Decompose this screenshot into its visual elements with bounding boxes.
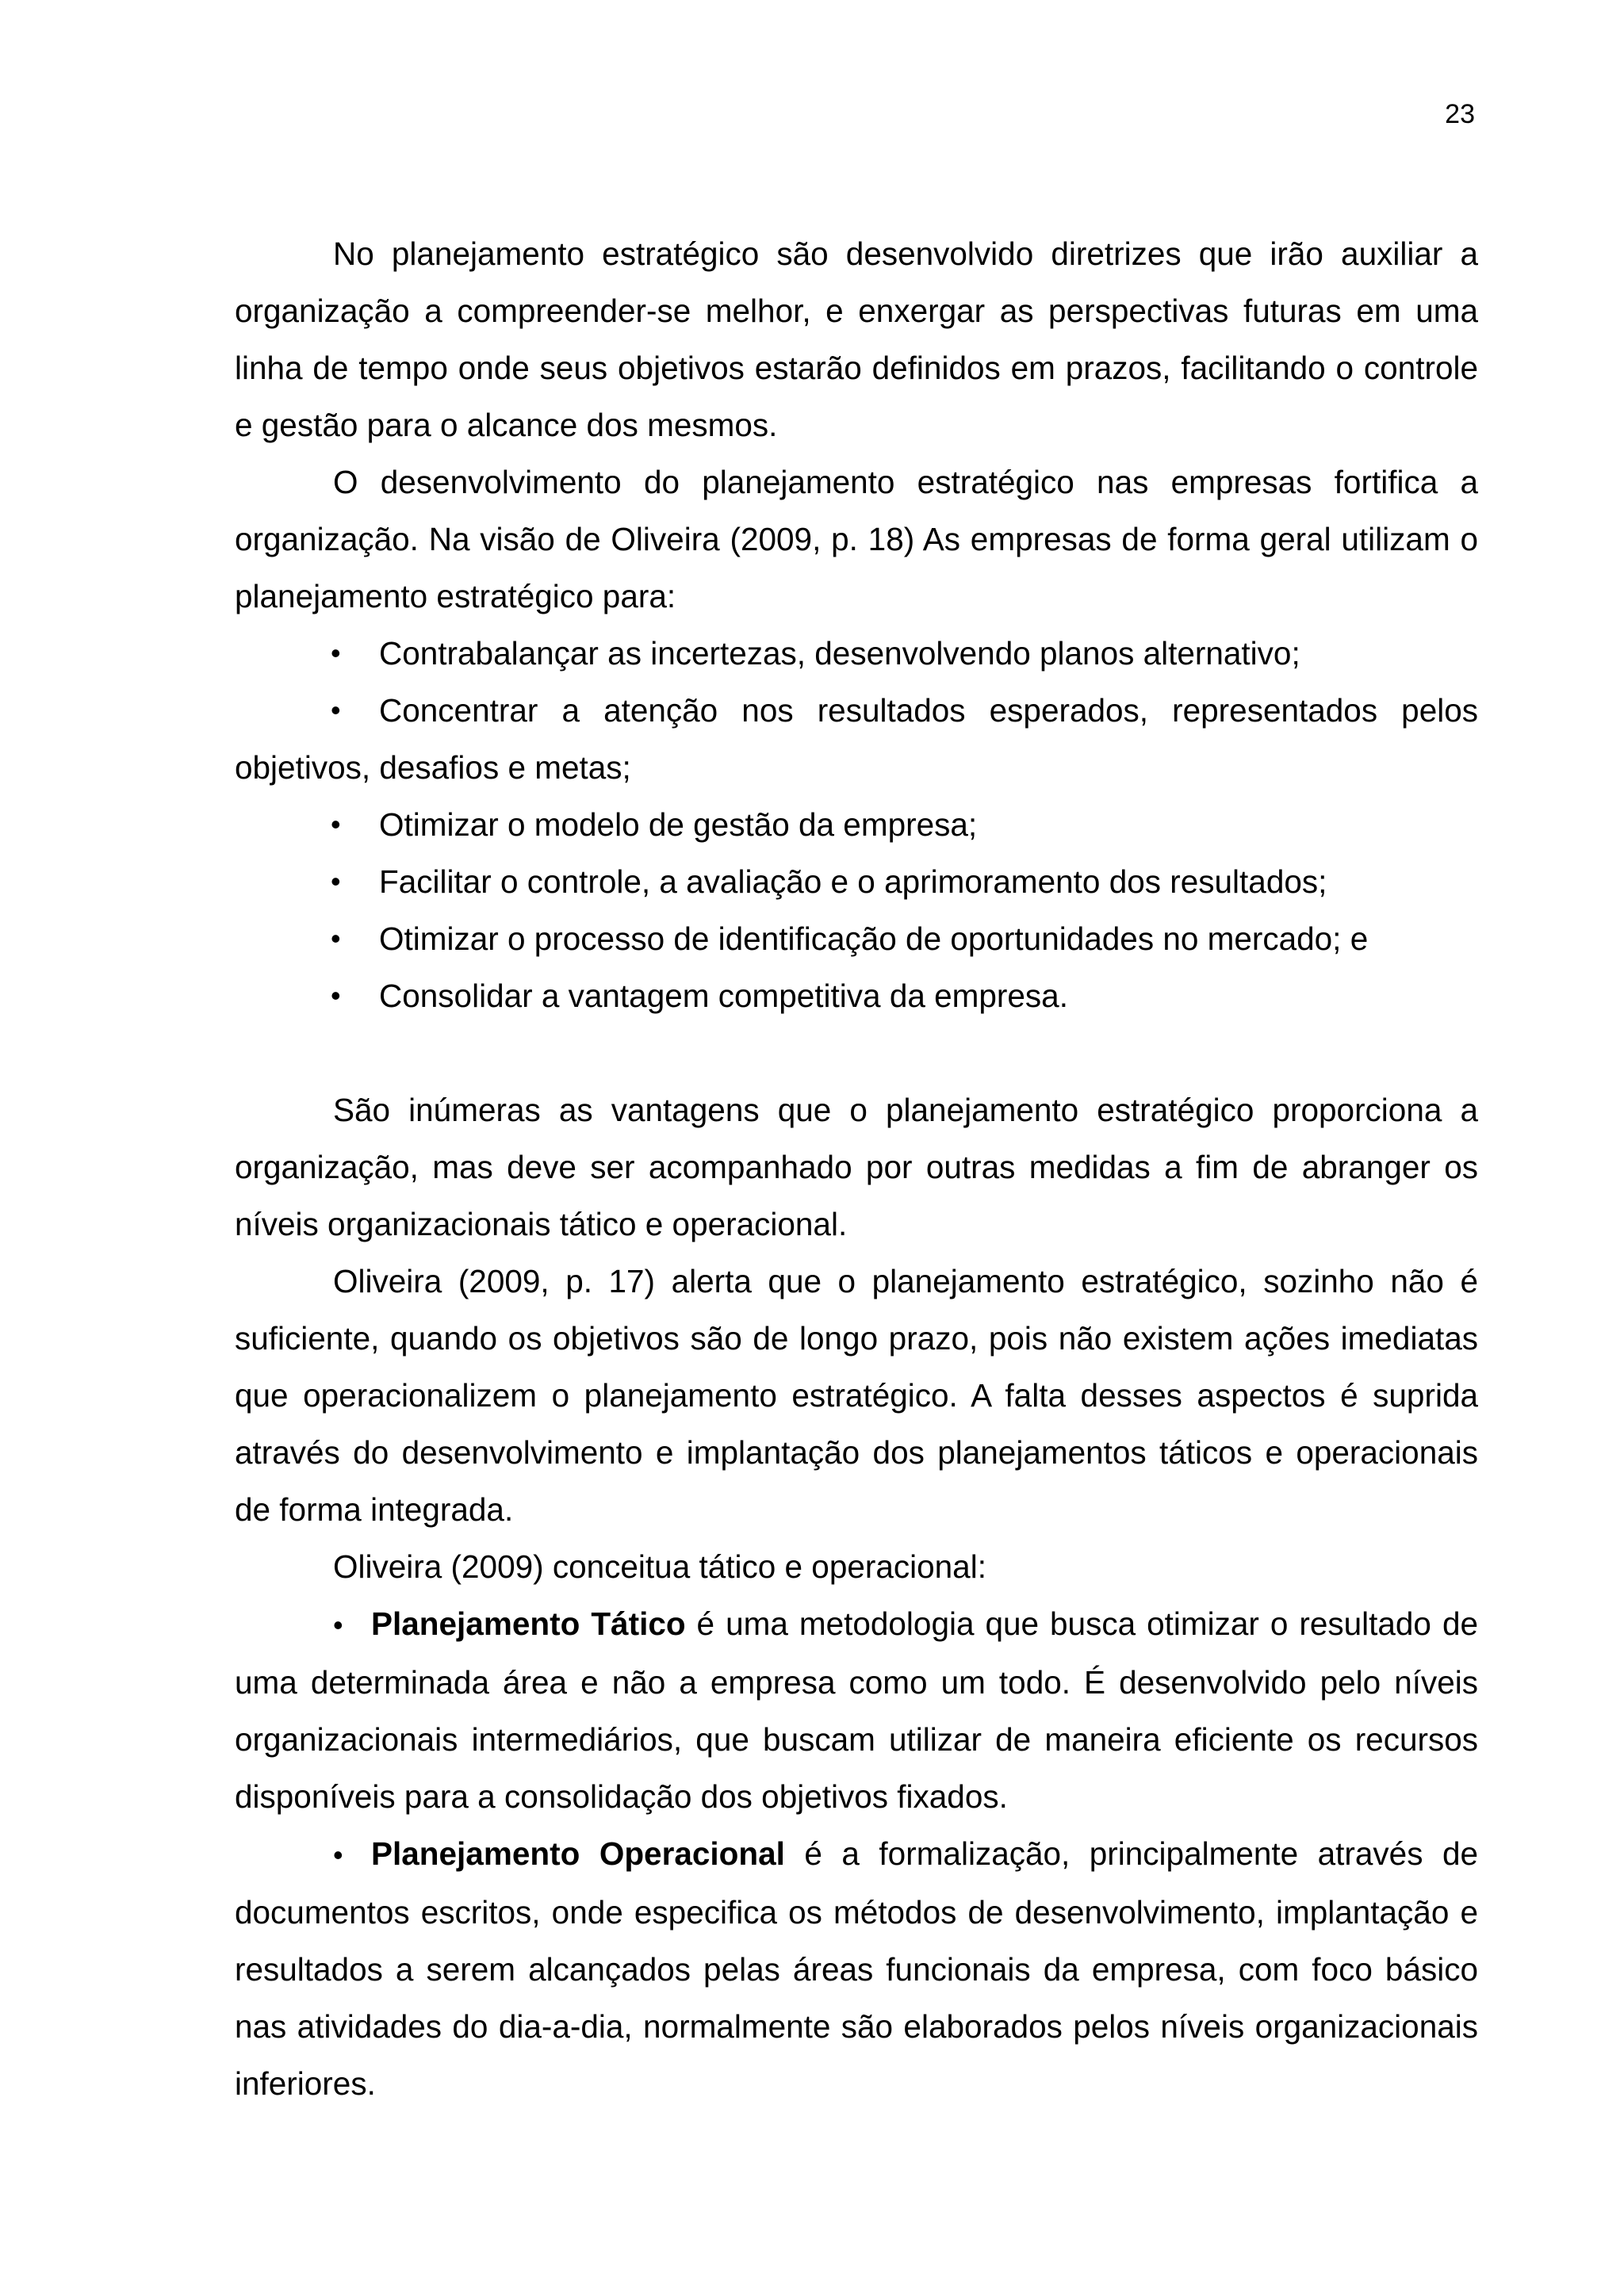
- list-item: [235, 625, 1478, 682]
- paragraph-strategic-guidelines: No planejamento estratégico são desenvolvido diretrizes que irão auxiliar a organização a compreender-se melhor, e enxergar as perspectivas futuras em uma linha de tempo onde seus objetivos estarão definidos em prazos, facilitando o controle e gestão para o alcance dos mesmos.: [235, 235, 1478, 443]
- bullet-icon: •: [331, 808, 341, 840]
- list-item: [235, 796, 1478, 853]
- bullet-icon: •: [331, 694, 341, 726]
- bullet-icon: •: [333, 1839, 343, 1871]
- definition-text: é a formalização, principalmente através de documentos escritos, onde especifica os métodos de desenvolvimento, implantação e resultados a serem alcançados pelas áreas funcionais da empresa, com foco básico nas atividades do dia-a-dia, normalmente são elaborados pelos níveis organizacionais inferiores.: [235, 1835, 1478, 2102]
- bullet-icon: •: [331, 979, 341, 1012]
- list-item-text: Contrabalançar as incertezas, desenvolvendo planos alternativo;: [379, 635, 1300, 672]
- list-item-text: Concentrar a atenção nos resultados esperados, representados pelos objetivos, desafios e metas;: [235, 692, 1478, 786]
- list-item: [235, 682, 1478, 796]
- paragraph-strategic-development: O desenvolvimento do planejamento estratégico nas empresas fortifica a organização. Na visão de Oliveira (2009, p. 18) As empresas de forma geral utilizam o planejamento estratégico para:: [235, 464, 1478, 614]
- bullet-icon: •: [331, 637, 341, 669]
- definition-tactical-planning: [235, 1595, 1478, 1825]
- term-operational-planning: Planejamento Operacional: [371, 1835, 785, 1872]
- paragraph-oliveira-concept: Oliveira (2009) conceitua tático e operacional:: [333, 1548, 986, 1585]
- list-item-text: Otimizar o processo de identificação de oportunidades no mercado; e: [379, 920, 1369, 957]
- page-number: 23: [1445, 99, 1475, 129]
- definition-text: é uma metodologia que busca otimizar o resultado de uma determinada área e não a empresa como um todo. É desenvolvido pelo níveis organizacionais intermediários, que buscam utilizar de maneira eficiente os recursos disponíveis para a consolidação dos objetivos fixados.: [235, 1605, 1478, 1815]
- paragraph-advantages: São inúmeras as vantagens que o planejamento estratégico proporciona a organização, mas deve ser acompanhado por outras medidas a fim de abranger os níveis organizacionais tático e operacional.: [235, 1092, 1478, 1242]
- bullet-icon: •: [331, 922, 341, 955]
- term-tactical-planning: Planejamento Tático: [371, 1605, 686, 1642]
- bullet-icon: •: [333, 1609, 343, 1641]
- paragraph-oliveira-alert: Oliveira (2009, p. 17) alerta que o planejamento estratégico, sozinho não é suficiente, quando os objetivos são de longo prazo, pois não existem ações imediatas que operacionalizem o planejamento estratégico. A falta desses aspectos é suprida através do desenvolvimento e implantação dos planejamentos táticos e operacionais de forma integrada.: [235, 1263, 1478, 1528]
- list-item-text: Facilitar o controle, a avaliação e o aprimoramento dos resultados;: [379, 863, 1327, 900]
- list-item: [235, 910, 1478, 967]
- text-body: [235, 225, 1478, 2112]
- list-item: [235, 967, 1478, 1024]
- list-item: [235, 853, 1478, 910]
- list-item-text: Otimizar o modelo de gestão da empresa;: [379, 806, 978, 843]
- bullet-icon: •: [331, 865, 341, 897]
- paragraph-spacer: [235, 1024, 1478, 1081]
- strategic-uses-list: [235, 625, 1478, 1024]
- list-item-text: Consolidar a vantagem competitiva da empresa.: [379, 978, 1068, 1014]
- definition-operational-planning: [235, 1825, 1478, 2112]
